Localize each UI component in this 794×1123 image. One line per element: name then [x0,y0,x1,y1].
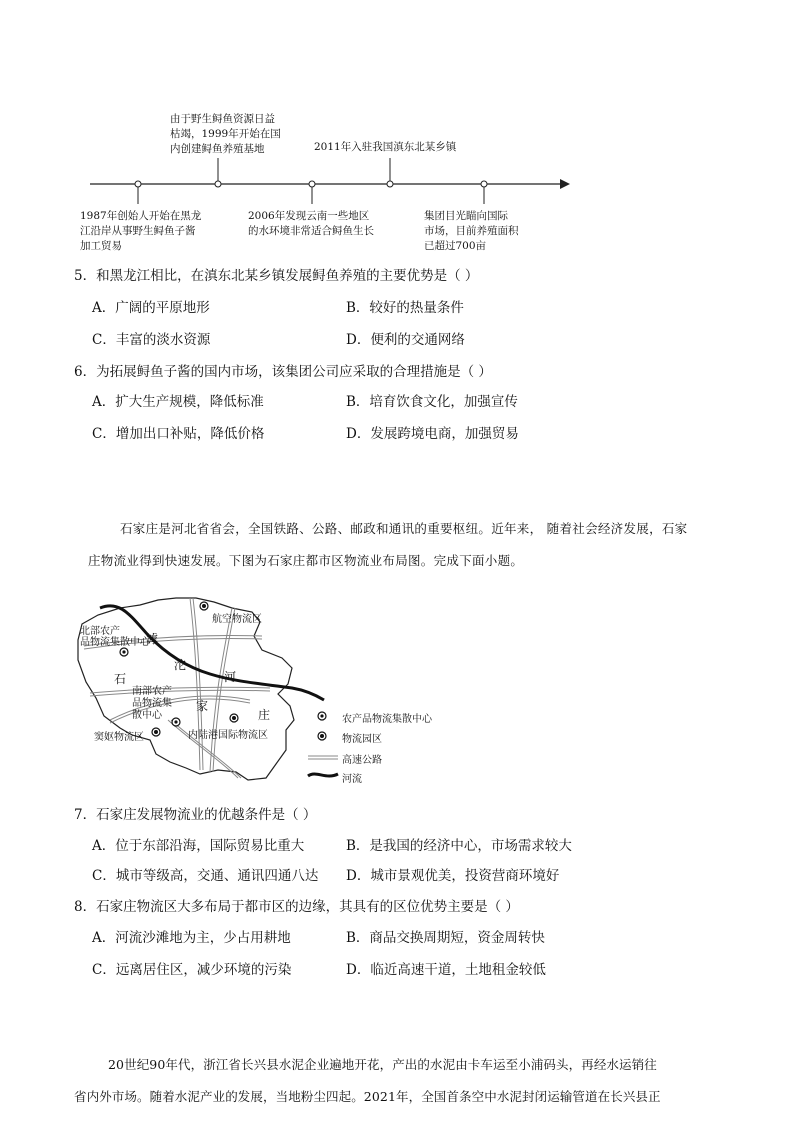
question-8-option-c[interactable]: C．远离居住区，减少环境的污染 [92,962,292,978]
question-8-stem: 8．石家庄物流区大多布局于都市区的边缘，其具有的区位优势主要是（ ） [74,899,519,915]
question-7-option-b[interactable]: B．是我国的经济中心，市场需求较大 [346,838,572,854]
passage-3-line-2: 省内外市场。随着水泥产业的发展，当地粉尘四起。2021年，全国首条空中水泥封闭运输管道在长兴县正 [74,1089,661,1104]
map-label-douyu: 窦妪物流区 [94,732,144,743]
passage-2-line-2: 庄物流业得到快速发展。下图为石家庄都市区物流业布局图。完成下面小题。 [88,553,524,568]
timeline-event-1999: 由于野生鲟鱼资源日益 枯竭，1999年开始在国 内创建鲟鱼养殖基地 [170,113,281,155]
map-label-he: 河 [224,670,237,684]
question-5-option-b[interactable]: B．较好的热量条件 [346,300,464,316]
timeline-event-1987: 1987年创始人开始在黑龙 江沿岸从事野生鲟鱼子酱 加工贸易 [80,210,202,252]
timeline-event-2011: 2011年入驻我国滇东北某乡镇 [314,141,457,153]
passage-3-line-1: 20世纪90年代，浙江省长兴县水泥企业遍地开花，产出的水泥由卡车运至小浦码头，再经水运销往 [108,1057,657,1072]
map-label-shi: 石 [114,672,127,686]
question-8-option-a[interactable]: A．河流沙滩地为主，少占用耕地 [92,930,291,946]
legend-highway: 高速公路 [342,755,382,766]
question-6-option-a[interactable]: A．扩大生产规模，降低标准 [92,394,264,410]
map-label-tuo: 沱 [174,658,187,672]
question-7-stem: 7．石家庄发展物流业的优越条件是（ ） [74,807,317,823]
passage-2-line-1: 石家庄是河北省省会，全国铁路、公路、邮政和通讯的重要枢纽。近年来， 随着社会经济发展，石家 [120,521,688,536]
question-7-option-c[interactable]: C．城市等级高，交通、通讯四通八达 [92,868,319,884]
legend-logistics-park: 物流园区 [342,734,382,745]
timeline-event-present: 集团目光瞄向国际 市场，目前养殖面积 已超过700亩 [424,210,519,252]
question-8-option-d[interactable]: D．临近高速干道，土地租金较低 [346,962,546,978]
question-6-option-c[interactable]: C．增加出口补贴，降低价格 [92,426,265,442]
question-6-option-d[interactable]: D．发展跨境电商，加强贸易 [346,426,519,442]
question-5-option-d[interactable]: D．便利的交通网络 [346,332,465,348]
map-label-zhuang: 庄 [258,708,271,722]
question-6-stem: 6．为拓展鲟鱼子酱的国内市场，该集团公司应采取的合理措施是（ ） [74,364,492,380]
question-5-option-c[interactable]: C．丰富的淡水资源 [92,332,211,348]
legend-river: 河流 [342,774,362,785]
map-label-inland-port: 内陆港国际物流区 [188,730,268,741]
map-label-south-center: 南部农产 品物流集 散中心 [132,686,172,721]
map-legend-symbols [308,712,338,776]
question-7-option-a[interactable]: A．位于东部沿海，国际贸易比重大 [92,838,305,854]
question-8-option-b[interactable]: B．商品交换周期短，资金周转快 [346,930,545,946]
legend-agri-center: 农产品物流集散中心 [342,714,432,725]
timeline-event-2006: 2006年发现云南一些地区 的水环境非常适合鲟鱼生长 [248,210,374,237]
question-5-stem: 5．和黑龙江相比，在滇东北某乡镇发展鲟鱼养殖的主要优势是（ ） [74,268,479,284]
map-label-airport: 航空物流区 [212,614,262,625]
map-label-north-center: 北部农产 品物流集散中心 [80,626,150,648]
map-label-hu: 滹 [146,632,159,646]
map-label-jia: 家 [196,699,209,713]
question-6-option-b[interactable]: B．培育饮食文化，加强宣传 [346,394,518,410]
question-5-option-a[interactable]: A．广阔的平原地形 [92,300,210,316]
question-7-option-d[interactable]: D．城市景观优美，投资营商环境好 [346,868,560,884]
